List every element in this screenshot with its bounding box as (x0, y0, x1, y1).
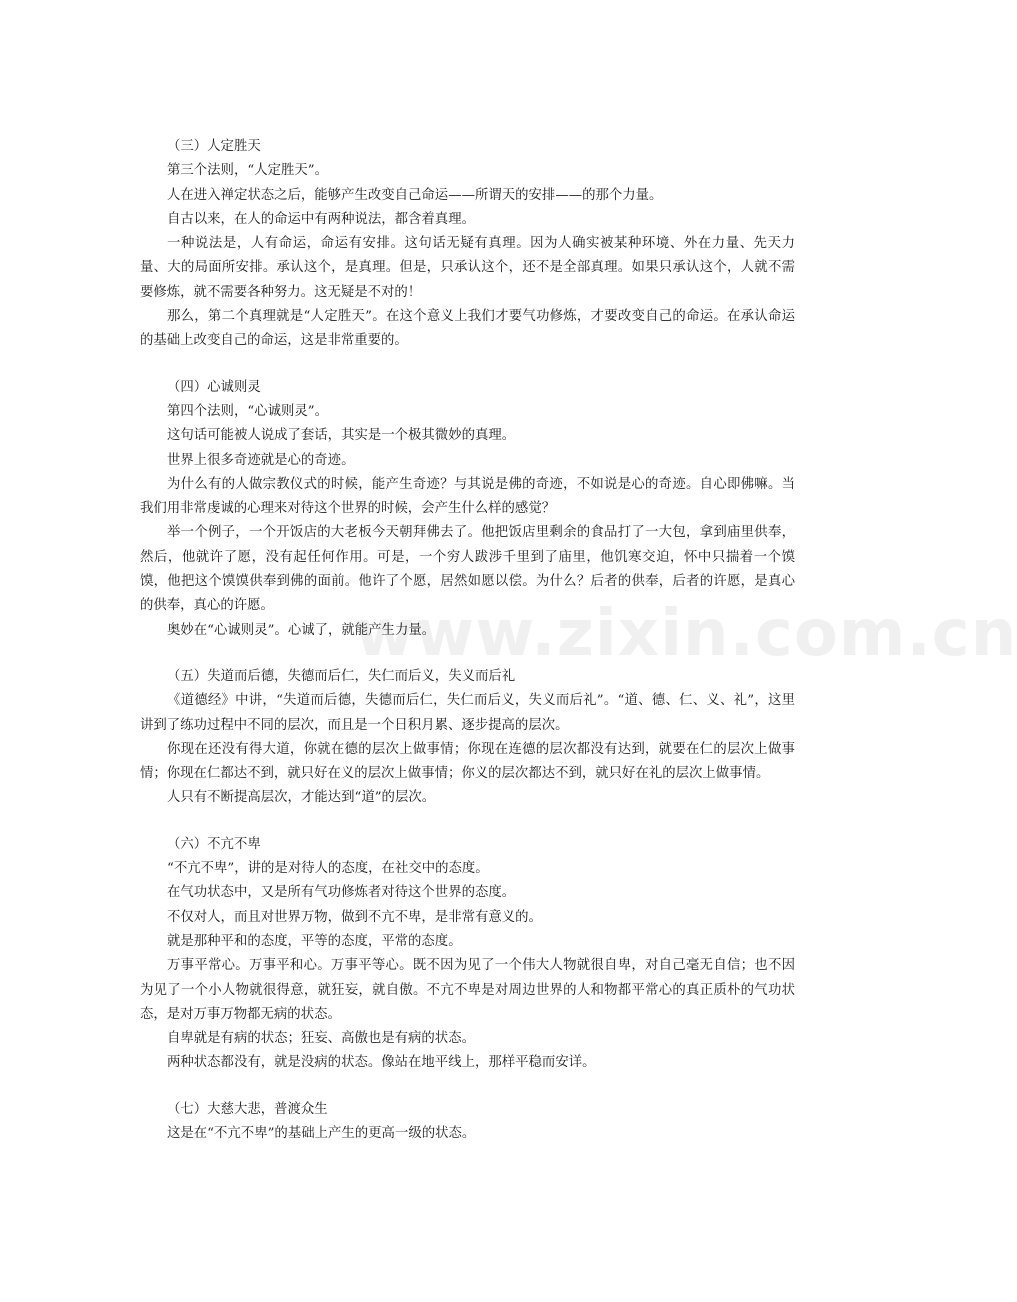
section-heading: （四）心诚则灵 (167, 379, 261, 395)
paragraph: 两种状态都没有，就是没病的状态。像站在地平线上，那样平稳而安详。 (167, 1055, 596, 1071)
paragraph: 人只有不断提高层次，才能达到“道”的层次。 (167, 790, 436, 806)
paragraph: 这是在“不亢不卑”的基础上产生的更高一级的状态。 (167, 1125, 476, 1141)
paragraph: 就是那种平和的态度，平等的态度，平常的态度。 (167, 933, 462, 949)
paragraph: 在气功状态中，又是所有气功修炼者对待这个世界的态度。 (167, 885, 516, 901)
paragraph: 自卑就是有病的状态；狂妄、高傲也是有病的状态。 (167, 1031, 475, 1047)
paragraph: “不亢不卑”，讲的是对待人的态度，在社交中的态度。 (167, 861, 489, 877)
paragraph: 一种说法是，人有命运，命运有安排。这句话无疑有真理。因为人确实被某种环境、外在力量、先天力量、大的局面所安排。承认这个，是真理。但是，只承认这个，还不是全部真理。如果只承认这个，人就不需要修炼，就不需要各种努力。这无疑是不对的！ (140, 236, 795, 300)
paragraph: 万事平常心。万事平和心。万事平等心。既不因为见了一个伟大人物就很自卑，对自己毫无自信；也不因为见了一个小人物就很得意，就狂妄，就自傲。不亢不卑是对周边世界的人和物都平常心的真正质朴的气功状态，是对万事万物都无病的状态。 (140, 958, 795, 1022)
paragraph: 人在进入禅定状态之后，能够产生改变自己命运——所谓天的安排——的那个力量。 (167, 187, 663, 203)
paragraph: 你现在还没有得大道，你就在德的层次上做事情；你现在连德的层次都没有达到，就要在仁的层次上做事情；你现在仁都达不到，就只好在义的层次上做事情；你义的层次都达不到，就只好在礼的层次上做事情。 (140, 741, 795, 782)
paragraph: 自古以来，在人的命运中有两种说法，都含着真理。 (167, 211, 475, 227)
section-heading: （五）失道而后德，失德而后仁，失仁而后义，失义而后礼 (167, 668, 516, 684)
paragraph: 第四个法则，“心诚则灵”。 (167, 403, 328, 419)
paragraph: 《道德经》中讲，“失道而后德，失德而后仁，失仁而后义，失义而后礼”。“道、德、仁、义、礼”，这里讲到了练功过程中不同的层次，而且是一个日积月累、逐步提高的层次。 (140, 693, 795, 733)
section-6-bu-kang-bu-bei (140, 833, 795, 1076)
paragraph: 为什么有的人做宗教仪式的时候，能产生奇迹？与其说是佛的奇迹，不如说是心的奇迹。自心即佛嘛。当我们用非常虔诚的心理来对待这个世界的时候，会产生什么样的感觉？ (140, 476, 795, 517)
section-heading: （七）大慈大悲，普渡众生 (167, 1101, 328, 1117)
paragraph: 那么，第二个真理就是“人定胜天”。在这个意义上我们才要气功修炼，才要改变自己的命运。在承认命运的基础上改变自己的命运，这是非常重要的。 (140, 309, 795, 349)
section-3-ren-ding-sheng-tian (140, 135, 795, 354)
section-heading: （三）人定胜天 (167, 139, 261, 154)
paragraph: 世界上很多奇迹就是心的奇迹。 (167, 452, 355, 468)
paragraph: 奥妙在“心诚则灵”。心诚了，就能产生力量。 (167, 622, 436, 638)
section-4-xin-cheng-ze-ling (140, 376, 795, 643)
paragraph: 这句话可能被人说成了套话，其实是一个极其微妙的真理。 (167, 428, 516, 444)
paragraph: 不仅对人，而且对世界万物，做到不亢不卑，是非常有意义的。 (167, 909, 542, 925)
section-5-shi-dao-er-hou-de (140, 665, 795, 811)
paragraph: 第三个法则，“人定胜天”。 (167, 163, 328, 179)
document-page (140, 135, 795, 1168)
watermark-text: www.zixin.com.cn (355, 597, 1017, 671)
paragraph: 举一个例子，一个开饭店的大老板今天朝拜佛去了。他把饭店里剩余的食品打了一大包，拿到庙里供奉，然后，他就许了愿，没有起任何作用。可是，一个穷人跋涉千里到了庙里，他饥寒交迫，怀中只揣着一个馍馍，他把这个馍馍供奉到佛的面前。他许了个愿，居然如愿以偿。为什么？后者的供奉，后者的许愿，是真心的供奉，真心的许愿。 (140, 525, 795, 614)
section-heading: （六）不亢不卑 (167, 836, 261, 852)
section-7-da-ci-da-bei (140, 1098, 795, 1147)
